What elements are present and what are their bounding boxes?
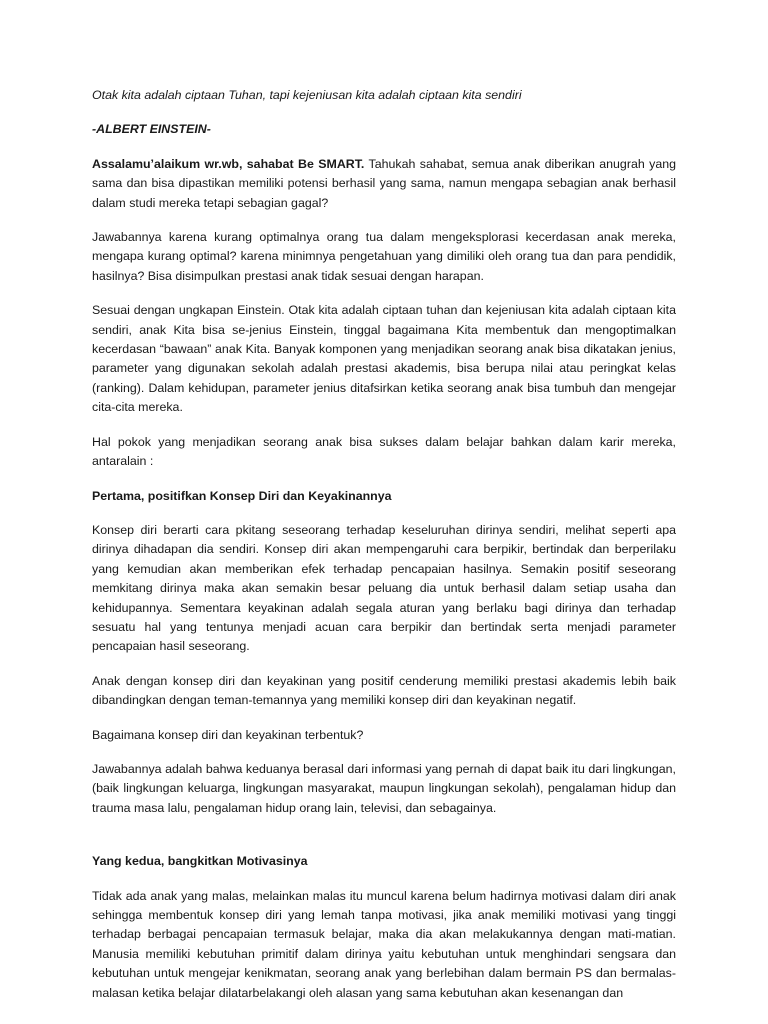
- opening-quote: Otak kita adalah ciptaan Tuhan, tapi kejeniusan kita adalah ciptaan kita sendiri: [92, 88, 522, 102]
- section-heading-2: Yang kedua, bangkitkan Motivasinya: [92, 854, 308, 869]
- intro-paragraph: [92, 155, 676, 213]
- paragraph-5: Anak dengan konsep diri dan keyakinan yang positif cenderung memiliki prestasi akademis lebih baik dibandingkan dengan teman-temannya yang memiliki konsep diri dan keyakinan negatif.: [92, 673, 676, 708]
- paragraph-4: Konsep diri berarti cara pkitang seseorang terhadap keseluruhan dirinya sendiri, melihat seperti apa dirinya dihadapan dia sendiri. Konsep diri akan mempengaruhi cara berpikir, bertindak dan berperilaku yang kemudian akan memberikan efek terhadap pencapaian hasilnya. Semakin positif seseorang memkitang dirinya maka akan semakin besar peluang dia untuk berhasil dalam setiap usaha dan kehidupannya. Sementara keyakinan adalah segala aturan yang berlaku bagi dirinya dan terhadap sesuatu hal yang tentunya menjadi acuan cara berpikir dan bertindak serta menjadi parameter pencapaian hasil seseorang.: [92, 522, 676, 654]
- section-heading-1: Pertama, positifkan Konsep Diri dan Keyakinannya: [92, 488, 392, 503]
- paragraph-6: Bagaimana konsep diri dan keyakinan terbentuk?: [92, 727, 364, 742]
- greeting: Assalamu’alaikum wr.wb, sahabat Be SMART.: [92, 156, 365, 171]
- paragraph-7: Jawabannya adalah bahwa keduanya berasal dari informasi yang pernah di dapat baik itu dari lingkungan, (baik lingkungan keluarga, lingkungan masyarakat, maupun lingkungan sekolah), pengalaman hidup dan trauma masa lalu, pengalaman hidup orang lain, televisi, dan sebagainya.: [92, 761, 676, 815]
- intro-text: Tahukah sahabat, semua anak diberikan anugrah yang sama dan bisa dipastikan memiliki potensi berhasil yang sama, namun mengapa sebagian anak berhasil dalam studi mereka tetapi sebagian gagal?: [92, 156, 676, 210]
- paragraph-2: Sesuai dengan ungkapan Einstein. Otak kita adalah ciptaan tuhan dan kejeniusan kita adalah ciptaan kita sendiri, anak Kita bisa se-jenius Einstein, tinggal bagaimana Kita membentuk dan mengoptimalkan kecerdasan “bawaan” anak Kita. Banyak komponen yang menjadikan seorang anak bisa dikatakan jenius, parameter yang digunakan sekolah adalah prestasi akademis, bisa berupa nilai atau peringkat kelas (ranking). Dalam kehidupan, parameter jenius ditafsirkan ketika seorang anak bisa tumbuh dan mengejar cita-cita mereka.: [92, 303, 676, 415]
- paragraph-8: Tidak ada anak yang malas, melainkan malas itu muncul karena belum hadirnya motivasi dalam diri anak sehingga membentuk konsep diri yang lemah tanpa motivasi, jika anak memiliki motivasi yang tinggi terhadap berbagai pencapaian termasuk belajar, maka dia akan melakukannya dengan mati-matian. Manusia memiliki kebutuhan primitif dalam dirinya yaitu kebutuhan untuk menghindari sengsara dan kebutuhan untuk mengejar kenikmatan, seorang anak yang berlebihan dalam bermain PS dan bermalas-malasan ketika belajar dilatarbelakangi oleh alasan yang sama kebutuhan akan kesenangan dan: [92, 888, 676, 1000]
- paragraph-1: Jawabannya karena kurang optimalnya orang tua dalam mengeksplorasi kecerdasan anak mereka, mengapa kurang optimal? karena minimnya pengetahuan yang dimiliki oleh orang tua dan para pendidik, hasilnya? Bisa disimpulkan prestasi anak tidak sesuai dengan harapan.: [92, 230, 676, 283]
- quote-author: -ALBERT EINSTEIN-: [92, 122, 211, 137]
- paragraph-3: Hal pokok yang menjadikan seorang anak bisa sukses dalam belajar bahkan dalam karir mereka, antaralain :: [92, 434, 676, 469]
